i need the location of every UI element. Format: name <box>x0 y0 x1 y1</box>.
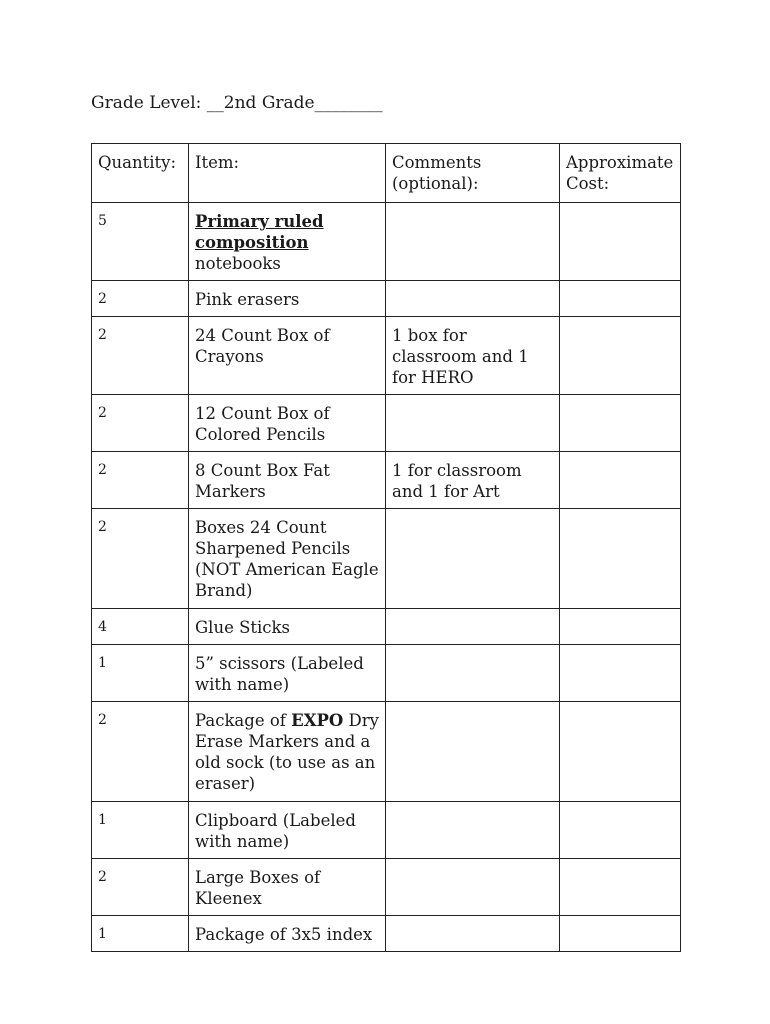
comments-cell <box>386 281 560 317</box>
item-cell: Pink erasers <box>189 281 386 317</box>
comments-cell <box>386 916 560 952</box>
item-text-prefix: Package of <box>195 711 292 730</box>
cost-cell <box>560 702 681 802</box>
table-row <box>92 203 681 281</box>
comments-cell: 1 for classroom and 1 for Art <box>386 452 560 509</box>
table-row <box>92 509 681 609</box>
quantity-cell: 2 <box>92 509 189 609</box>
table-row <box>92 395 681 452</box>
quantity-cell: 2 <box>92 859 189 916</box>
item-cell <box>189 203 386 281</box>
table-row <box>92 452 681 509</box>
table-row <box>92 802 681 859</box>
quantity-cell: 2 <box>92 395 189 452</box>
item-cell: Clipboard (Labeled with name) <box>189 802 386 859</box>
item-emphasis: Primary ruled composition <box>195 212 324 252</box>
item-cell: Package of 3x5 index <box>189 916 386 952</box>
comments-cell <box>386 702 560 802</box>
table-row <box>92 609 681 645</box>
header-row <box>92 144 681 203</box>
header-quantity: Quantity: <box>92 144 189 203</box>
quantity-cell: 4 <box>92 609 189 645</box>
comments-cell <box>386 859 560 916</box>
item-cell <box>189 702 386 802</box>
comments-cell <box>386 645 560 702</box>
item-text: notebooks <box>195 254 281 273</box>
cost-cell <box>560 281 681 317</box>
item-cell: Large Boxes of Kleenex <box>189 859 386 916</box>
table-row <box>92 645 681 702</box>
item-cell: 24 Count Box of Crayons <box>189 317 386 395</box>
header-item: Item: <box>189 144 386 203</box>
comments-cell <box>386 509 560 609</box>
item-emphasis: EXPO <box>291 711 344 730</box>
quantity-cell: 2 <box>92 317 189 395</box>
quantity-cell: 2 <box>92 702 189 802</box>
item-cell: Glue Sticks <box>189 609 386 645</box>
cost-cell <box>560 203 681 281</box>
table-row <box>92 859 681 916</box>
grade-level-line <box>91 93 383 113</box>
cost-cell <box>560 609 681 645</box>
grade-level-value: __2nd Grade________ <box>201 93 383 113</box>
comments-cell <box>386 395 560 452</box>
item-cell: 12 Count Box of Colored Pencils <box>189 395 386 452</box>
quantity-cell: 1 <box>92 802 189 859</box>
table-row <box>92 702 681 802</box>
comments-cell <box>386 802 560 859</box>
cost-cell <box>560 395 681 452</box>
header-comments: Comments (optional): <box>386 144 560 203</box>
cost-cell <box>560 645 681 702</box>
supply-list-table <box>91 143 681 952</box>
quantity-cell: 5 <box>92 203 189 281</box>
item-cell: Boxes 24 Count Sharpened Pencils (NOT American Eagle Brand) <box>189 509 386 609</box>
quantity-cell: 1 <box>92 916 189 952</box>
grade-level-label: Grade Level: <box>91 93 202 113</box>
table-row <box>92 281 681 317</box>
table-row <box>92 916 681 952</box>
quantity-cell: 1 <box>92 645 189 702</box>
cost-cell <box>560 916 681 952</box>
item-text: Dry Erase Markers and a old sock (to use as an eraser) <box>195 711 379 793</box>
cost-cell <box>560 452 681 509</box>
comments-cell <box>386 203 560 281</box>
cost-cell <box>560 859 681 916</box>
item-cell: 8 Count Box Fat Markers <box>189 452 386 509</box>
item-cell: 5” scissors (Labeled with name) <box>189 645 386 702</box>
comments-cell: 1 box for classroom and 1 for HERO <box>386 317 560 395</box>
cost-cell <box>560 317 681 395</box>
comments-cell <box>386 609 560 645</box>
quantity-cell: 2 <box>92 452 189 509</box>
cost-cell <box>560 802 681 859</box>
header-cost: Approximate Cost: <box>560 144 681 203</box>
table-row <box>92 317 681 395</box>
cost-cell <box>560 509 681 609</box>
quantity-cell: 2 <box>92 281 189 317</box>
